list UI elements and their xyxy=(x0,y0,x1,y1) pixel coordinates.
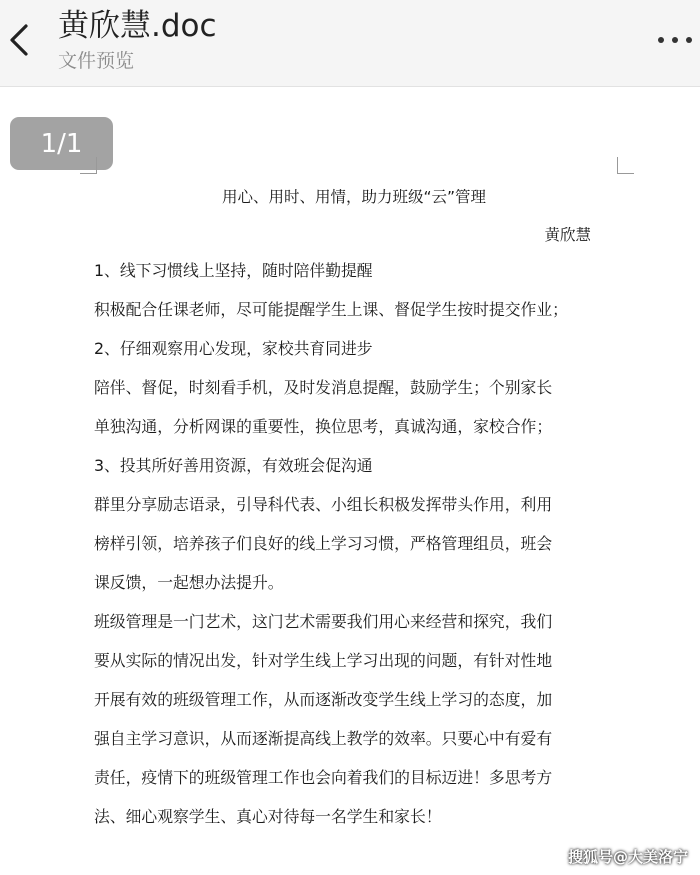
paragraph-line: 积极配合任课老师，尽可能提醒学生上课、督促学生按时提交作业； xyxy=(94,300,568,319)
title-block xyxy=(58,8,217,73)
paragraph-line: 强自主学习意识，从而逐渐提高线上教学的效率。只要心中有爱有 xyxy=(94,729,553,748)
paragraph-line: 责任，疫情下的班级管理工作也会向着我们的目标迈进！多思考方 xyxy=(94,768,553,787)
more-options-button[interactable] xyxy=(658,30,692,50)
chevron-left-icon xyxy=(6,22,32,58)
paragraph-line: 陪伴、督促，时刻看手机，及时发消息提醒，鼓励学生；个别家长 xyxy=(94,378,553,397)
more-horizontal-icon xyxy=(672,37,678,43)
page-indicator: 1/1 xyxy=(10,117,113,170)
file-subtitle: 文件预览 xyxy=(58,50,135,72)
paragraph-line: 群里分享励志语录，引导科代表、小组长积极发挥带头作用，利用 xyxy=(94,495,553,514)
paragraph-line: 课反馈，一起想办法提升。 xyxy=(94,573,284,592)
section-heading-2: 2、仔细观察用心发现，家校共育同进步 xyxy=(94,339,373,358)
paragraph-line: 班级管理是一门艺术，这门艺术需要我们用心来经营和探究，我们 xyxy=(94,612,553,631)
page-corner-mark xyxy=(80,157,97,174)
page-corner-mark xyxy=(617,157,634,174)
paragraph-line: 单独沟通，分析网课的重要性，换位思考，真诚沟通，家校合作； xyxy=(94,417,553,436)
document-heading: 用心、用时、用情，助力班级“云”管理 xyxy=(221,188,487,206)
document-body xyxy=(94,251,624,836)
paragraph-line: 要从实际的情况出发，针对学生线上学习出现的问题，有针对性地 xyxy=(94,651,553,670)
file-title: 黄欣慧.doc xyxy=(58,8,217,44)
more-horizontal-icon xyxy=(658,37,664,43)
section-heading-3: 3、投其所好善用资源，有效班会促沟通 xyxy=(94,456,373,475)
paragraph-line: 法、细心观察学生、真心对待每一名学生和家长！ xyxy=(94,807,442,826)
section-heading-1: 1、线下习惯线上坚持，随时陪伴勤提醒 xyxy=(94,261,373,280)
paragraph-line: 榜样引领，培养孩子们良好的线上学习习惯，严格管理组员，班会 xyxy=(94,534,553,553)
document-page xyxy=(94,183,624,836)
paragraph-line: 开展有效的班级管理工作，从而逐渐改变学生线上学习的态度，加 xyxy=(94,690,553,709)
watermark: 搜狐号@大美洛宁 xyxy=(567,848,688,866)
more-horizontal-icon xyxy=(686,37,692,43)
document-author: 黄欣慧 xyxy=(544,226,591,244)
back-button[interactable] xyxy=(6,22,32,58)
top-bar xyxy=(0,0,700,87)
